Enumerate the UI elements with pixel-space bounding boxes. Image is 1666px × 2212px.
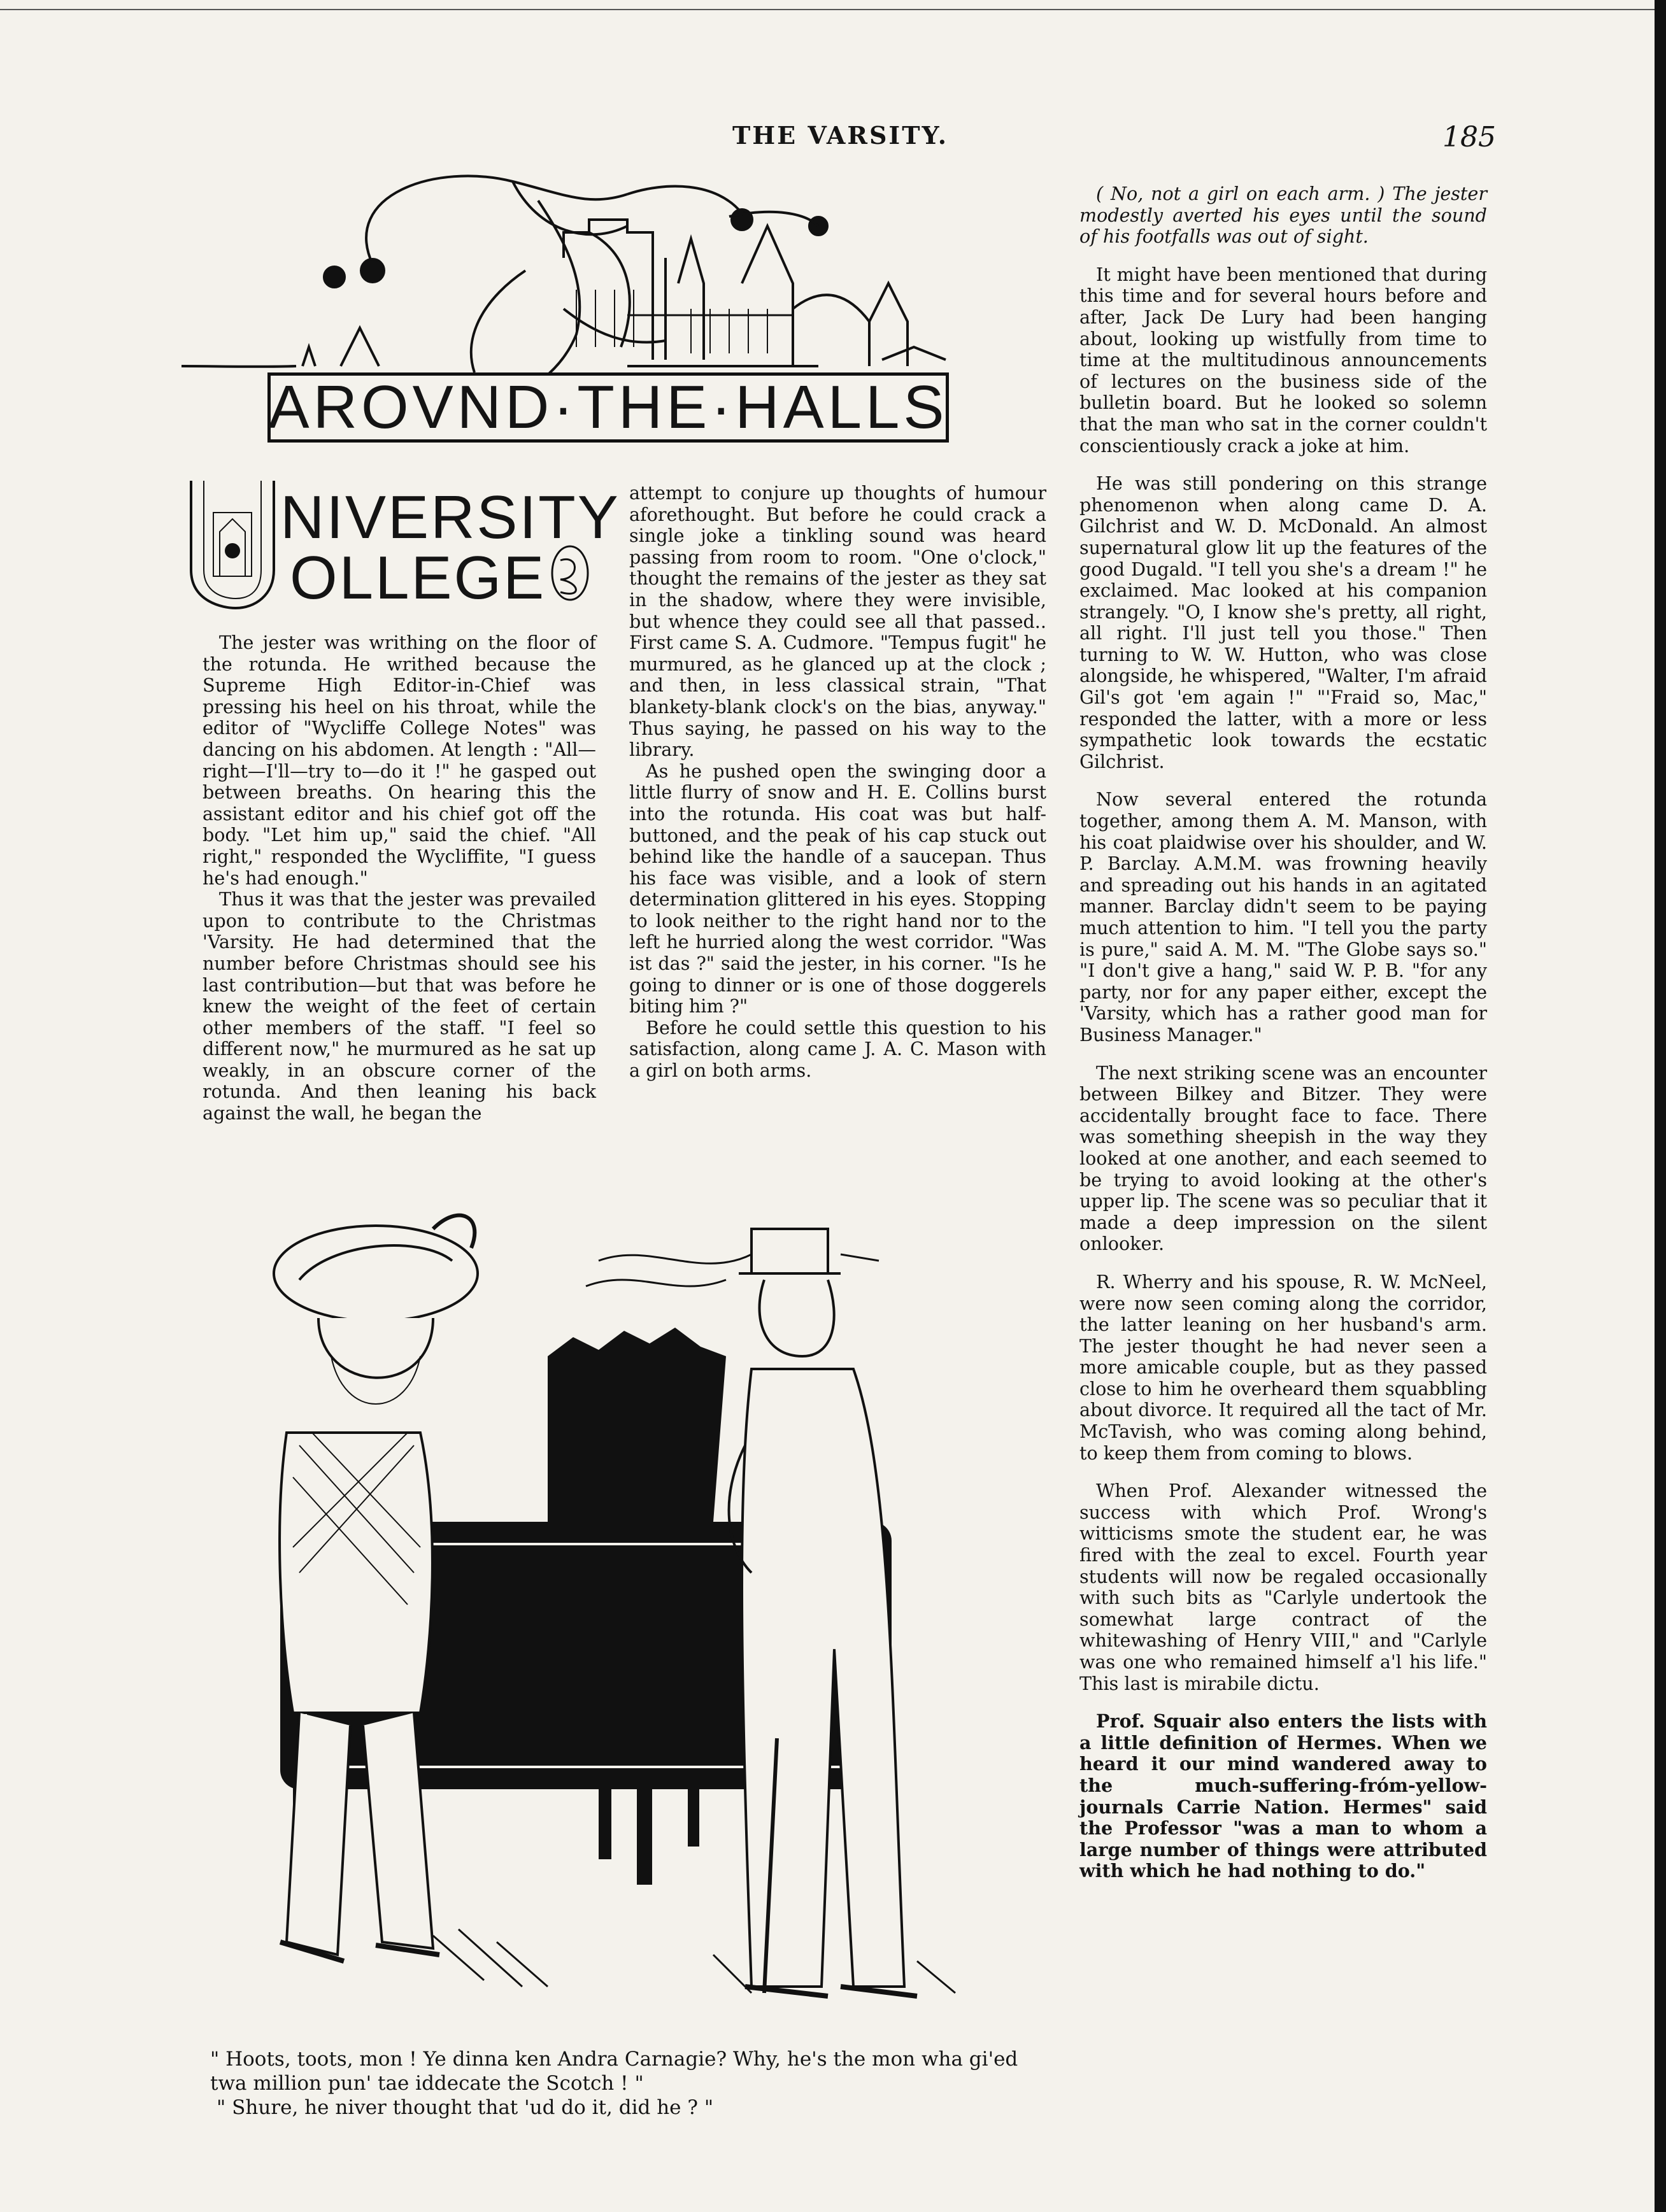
caption-line: " Shure, he niver thought that 'ud do it, did he ? " (217, 2096, 714, 2119)
paragraph: attempt to conjure up thoughts of humour aforethought. But before he could crack a single joke a tinkling sound was heard passing from room to room. "One o'clock," thought the remains of the jester as they sat in the shadow, where they were invisible, but whence they could see all that passed.. First came S. A. Cudmore. "Tempus fugit" he murmured, as he glanced up at the clock ; and then, in less classical strain, "That blankety-blank clock's on the bias, anyway." Thus saying, he passed on his way to the library. (629, 482, 1046, 761)
page-number: 185 (1442, 121, 1496, 153)
paragraph: R. Wherry and his spouse, R. W. McNeel, were now seen coming along the corridor, the latter leaning on her husband's arm. The jester thought he had never seen a more amicable couple, but as they passed close to him he overheard them squabbling about divorce. It required all the tact of Mr. McTavish, who was coming along behind, to keep them from coming to blows. (1079, 1270, 1487, 1464)
paragraph: The jester was writhing on the floor of the rotunda. He writhed because the Supreme High Editor-in-Chief was pressing his heel on his throat, while the editor of "Wycliffe College Notes" was dancing on his abdomen. At length : "All—right—I'll—try to—do it !" he gasped out between breaths. On hearing this the assistant editor and his chief got off the body. "Let him up," said the chief. "All right," responded the Wycliffite, "I guess he's had enough." (203, 632, 596, 889)
caption-line: " Hoots, toots, mon ! Ye dinna ken Andra Carnagie? Why, he's the mon wha gi'ed twa million pun' tae iddecate the Scotch ! " (210, 2048, 1018, 2095)
heading-university: NIVERSITY (280, 483, 620, 551)
masthead-title-box (267, 372, 949, 443)
column-left (203, 632, 596, 1124)
decorated-initial-u-icon (185, 474, 280, 611)
paragraph: Now several entered the rotunda together, among them A. M. Manson, with his coat plaidwise over his shoulder, and W. P. Barclay. A.M.M. was frowning heavily and spreading out his hands in an agitated manner. Barclay didn't seem to be paying much attention to him. "I tell you the party is pure," said A. M. M. "The Globe says so." "I don't give a hang," said W. P. B. "for any party, nor for any paper either, except the 'Varsity, which has a rather good man for Business Manager." (1079, 788, 1487, 1046)
column-middle (629, 483, 1046, 1082)
top-rule (0, 9, 1666, 10)
cartoon-caption (210, 2047, 1038, 2120)
paragraph: It might have been mentioned that during this time and for several hours before and after, Jack De Lury had been hanging about, looking up wistfully from time to time at the multitudinous announcements of lectures on the business side of the bulletin board. But he looked so solemn that the man who sat in the corner couldn't conscientiously crack a joke at him. (1079, 263, 1487, 457)
heading-college: OLLEGE (290, 544, 546, 612)
column-right (1079, 183, 1487, 1882)
cartoon-illustration (191, 1191, 1006, 2038)
running-head: THE VARSITY. (732, 121, 948, 150)
italic-paragraph: ( No, not a girl on each arm. ) The jester modestly averted his eyes until the sound of his footfalls was out of sight. (1079, 183, 1487, 248)
paragraph: He was still pondering on this strange phenomenon when along came D. A. Gilchrist and W. D. McDonald. An almost supernatural glow lit up the features of the good Dugald. "I tell you she's a dream !" he exclaimed. Mac looked at his companion strangely. "O, I know she's pretty, all right, all right. I'll just tell you those." Then turning to W. W. Hutton, who was close alongside, he whispered, "Walter, I'm afraid Gil's got 'em again !" "'Fraid so, Mac," responded the latter, with a more or less sympathetic look towards the ecstatic Gilchrist. (1079, 472, 1487, 772)
paragraph: Thus it was that the jester was prevailed upon to contribute to the Christmas 'Varsity. He had determined that the number before Christmas should see his last contribution—but that was before he knew the weight of the feet of certain other members of the staff. "I feel so different now," he murmured as he sat up weakly, in an obscure corner of the rotunda. And then leaning his back against the wall, he began the (203, 888, 596, 1124)
section-heading (185, 474, 620, 612)
scan-edge (1655, 0, 1666, 2212)
paragraph: When Prof. Alexander witnessed the success with which Prof. Wrong's witticisms smote the student ear, he was fired with the zeal to excel. Fourth year students will now be regaled occasionally with such bits as "Carlyle undertook the somewhat large contract of the whitewashing of Henry VIII," and "Carlyle was one who remained himself a'l his life." This last is mirabile dictu. (1079, 1480, 1487, 1694)
paragraph: As he pushed open the swinging door a little flurry of snow and H. E. Collins burst into the rotunda. His coat was but half-buttoned, and the peak of his cap stuck out behind like the handle of a saucepan. Thus his face was visible, and a look of stern determination glittered in his eyes. Stopping to look neither to the right hand nor to the left he hurried along the west corridor. "Was ist das ?" said the jester, in his corner. "Is he going to dinner or is one of those doggerels biting him ?" (629, 760, 1046, 1017)
paragraph: The next striking scene was an encounter between Bilkey and Bitzer. They were accidentally brought face to face. There was something sheepish in the way they looked at one another, and each seemed to be trying to avoid looking at the other's upper lip. The scene was so peculiar that it made a deep impression on the silent onlooker. (1079, 1061, 1487, 1255)
paragraph: Before he could settle this question to his satisfaction, along came J. A. C. Mason with a girl on both arms. (629, 1016, 1046, 1082)
masthead-title: AROVND·THE·HALLS (268, 373, 948, 441)
monogram-icon (548, 541, 592, 605)
bold-paragraph: Prof. Squair also enters the lists with a little definition of Hermes. When we heard it our mind wandered away to the much-suffering-fróm-yellow-journals Carrie Nation. Hermes" said the Professor "was a man to whom a large number of things were attributed with which he had nothing to do." (1079, 1710, 1487, 1882)
